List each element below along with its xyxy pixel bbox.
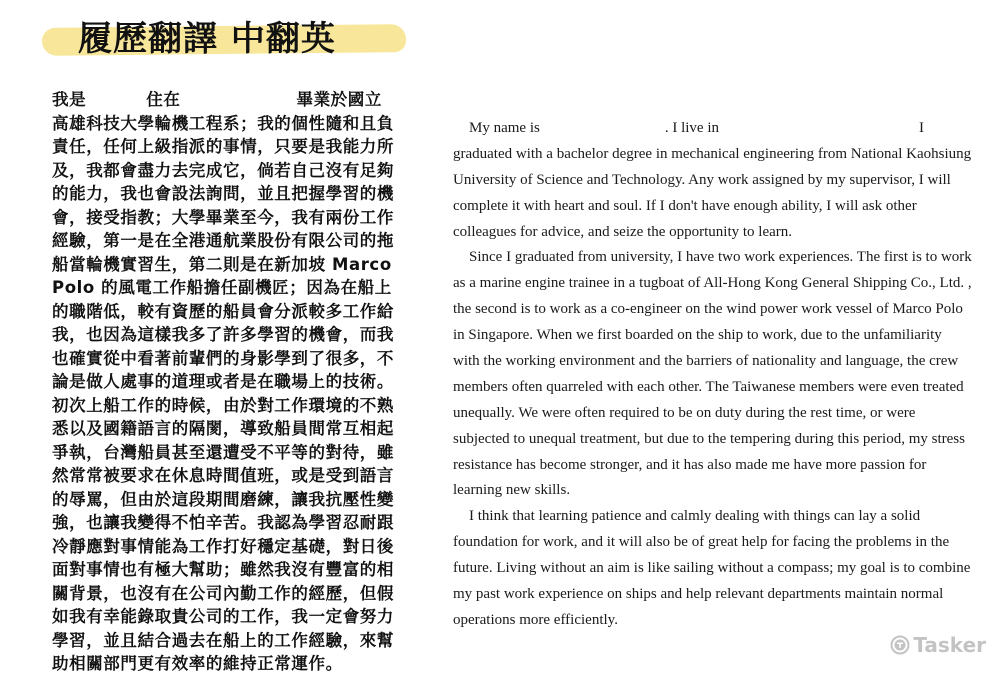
chinese-line: 初次上船工作的時候，由於對工作環境的不熟 — [52, 395, 394, 415]
english-line: the second is to work as a co-engineer on the wind power work vessel of Marco Polo — [453, 301, 963, 318]
chinese-residence-label: 住在 — [146, 90, 181, 109]
english-line: Since I graduated from university, I have two work experiences. The first is to work — [469, 249, 972, 266]
english-line: in Singapore. When we first boarded on the ship to work, due to the unfamiliarity — [453, 327, 942, 344]
tasker-logo-icon — [890, 635, 910, 655]
chinese-resume-text — [52, 88, 394, 676]
tasker-watermark — [890, 633, 986, 657]
english-line: graduated with a bachelor degree in mechanical engineering from National Kaohsiung — [453, 145, 972, 162]
chinese-line: 爭執，台灣船員甚至還遭受不平等的對待，雖 — [52, 442, 394, 462]
english-line: future. Living without an aim is like sailing without a compass; my goal is to combine — [453, 560, 971, 577]
english-line: University of Science and Technology. Any work assigned by my supervisor, I will — [453, 171, 951, 188]
english-lines — [453, 142, 973, 634]
chinese-line: 強，也讓我變得不怕辛苦。我認為學習忍耐跟 — [52, 513, 394, 532]
chinese-line: 也確實從中看著前輩們的身影學到了很多，不 — [52, 348, 394, 368]
page-title-block — [42, 16, 408, 62]
english-line: my past work experience on ships and help relevant departments maintain normal — [453, 586, 944, 603]
english-residence-label: . I live in — [664, 120, 719, 136]
english-resume-text — [453, 116, 973, 634]
chinese-line: 悉以及國籍語言的隔閡，導致船員間常互相起 — [52, 419, 394, 438]
chinese-line: 及，我都會盡力去完成它，倘若自己沒有足夠 — [52, 160, 394, 180]
chinese-line: 助相關部門更有效率的維持正常運作。 — [52, 654, 343, 673]
chinese-lines — [52, 112, 394, 676]
english-name-label: My name is — [469, 120, 540, 136]
english-line-first — [453, 116, 973, 142]
redacted-name — [94, 88, 138, 112]
chinese-line: 的能力，我也會設法詢問，並且把握學習的機 — [52, 184, 394, 203]
english-line: members often quarreled with each other. The Taiwanese members were even treated — [453, 378, 964, 395]
chinese-line-first — [52, 88, 382, 112]
english-line: foundation for work, and it will also be of great help for facing the problems in the — [453, 534, 950, 551]
english-line: resistance has become stronger, and it has also made me have more passion for — [453, 456, 927, 473]
chinese-line: 我，也因為這樣我多了許多學習的機會，而我 — [52, 325, 394, 344]
english-line: learning new skills. — [453, 482, 571, 499]
english-pronoun: I — [918, 120, 924, 136]
english-line: subjected to unequal treatment, but due to the tempering during this period, my stress — [453, 430, 965, 447]
chinese-line: 高雄科技大學輪機工程系；我的個性隨和且負 — [52, 113, 394, 133]
chinese-line: 船當輪機實習生，第二則是在新加坡 Marco — [52, 254, 392, 274]
chinese-name-label: 我是 — [52, 90, 87, 109]
chinese-line: 冷靜應對事情能為工作打好穩定基礎，對日後 — [52, 536, 394, 556]
english-line: complete it with heart and soul. If I don't have enough ability, I will ask other — [453, 197, 917, 214]
chinese-line: 如我有幸能錄取貴公司的工作，我一定會努力 — [52, 607, 394, 626]
chinese-line: 關背景，也沒有在公司內勤工作的經歷，但假 — [52, 583, 394, 603]
chinese-line: 會，接受指教；大學畢業至今，我有兩份工作 — [52, 207, 394, 227]
chinese-line: 責任，任何上級指派的事情，只要是我能力所 — [52, 137, 394, 156]
chinese-line: 然常常被要求在休息時間值班，或是受到語言 — [52, 466, 394, 485]
english-line: colleagues for advice, and seize the opportunity to learn. — [453, 223, 793, 240]
english-line: unequally. We were often required to be on duty during the rest time, or were — [453, 404, 916, 421]
chinese-line: 面對事情也有極大幫助；雖然我沒有豐富的相 — [52, 560, 394, 579]
chinese-line: 論是做人處事的道理或者是在職場上的技術。 — [52, 372, 394, 391]
english-line: I think that learning patience and calmly dealing with things can lay a solid — [469, 508, 921, 525]
english-line: operations more efficiently. — [453, 611, 618, 628]
redacted-residence — [719, 116, 919, 142]
english-line: with the working environment and the barriers of nationality and language, the crew — [453, 353, 959, 370]
chinese-line: 學習，並且結合過去在船上的工作經驗，來幫 — [52, 630, 394, 650]
chinese-line: 的職階低，較有資歷的船員會分派較多工作給 — [52, 301, 394, 321]
page-title: 履歷翻譯 中翻英 — [78, 19, 336, 59]
chinese-line: Polo 的風電工作船擔任副機匠；因為在船上 — [52, 278, 392, 297]
chinese-line: 經驗，第一是在全港通航業股份有限公司的拖 — [52, 231, 394, 250]
chinese-graduated-label: 畢業於國立 — [296, 90, 382, 109]
chinese-line: 的辱罵，但由於這段期間磨練，讓我抗壓性變 — [52, 489, 394, 509]
watermark-label: Tasker — [913, 633, 986, 657]
redacted-name — [540, 116, 665, 142]
english-line: as a marine engine trainee in a tugboat of All-Hong Kong General Shipping Co., Ltd. , — [453, 275, 972, 292]
redacted-residence — [188, 88, 288, 112]
